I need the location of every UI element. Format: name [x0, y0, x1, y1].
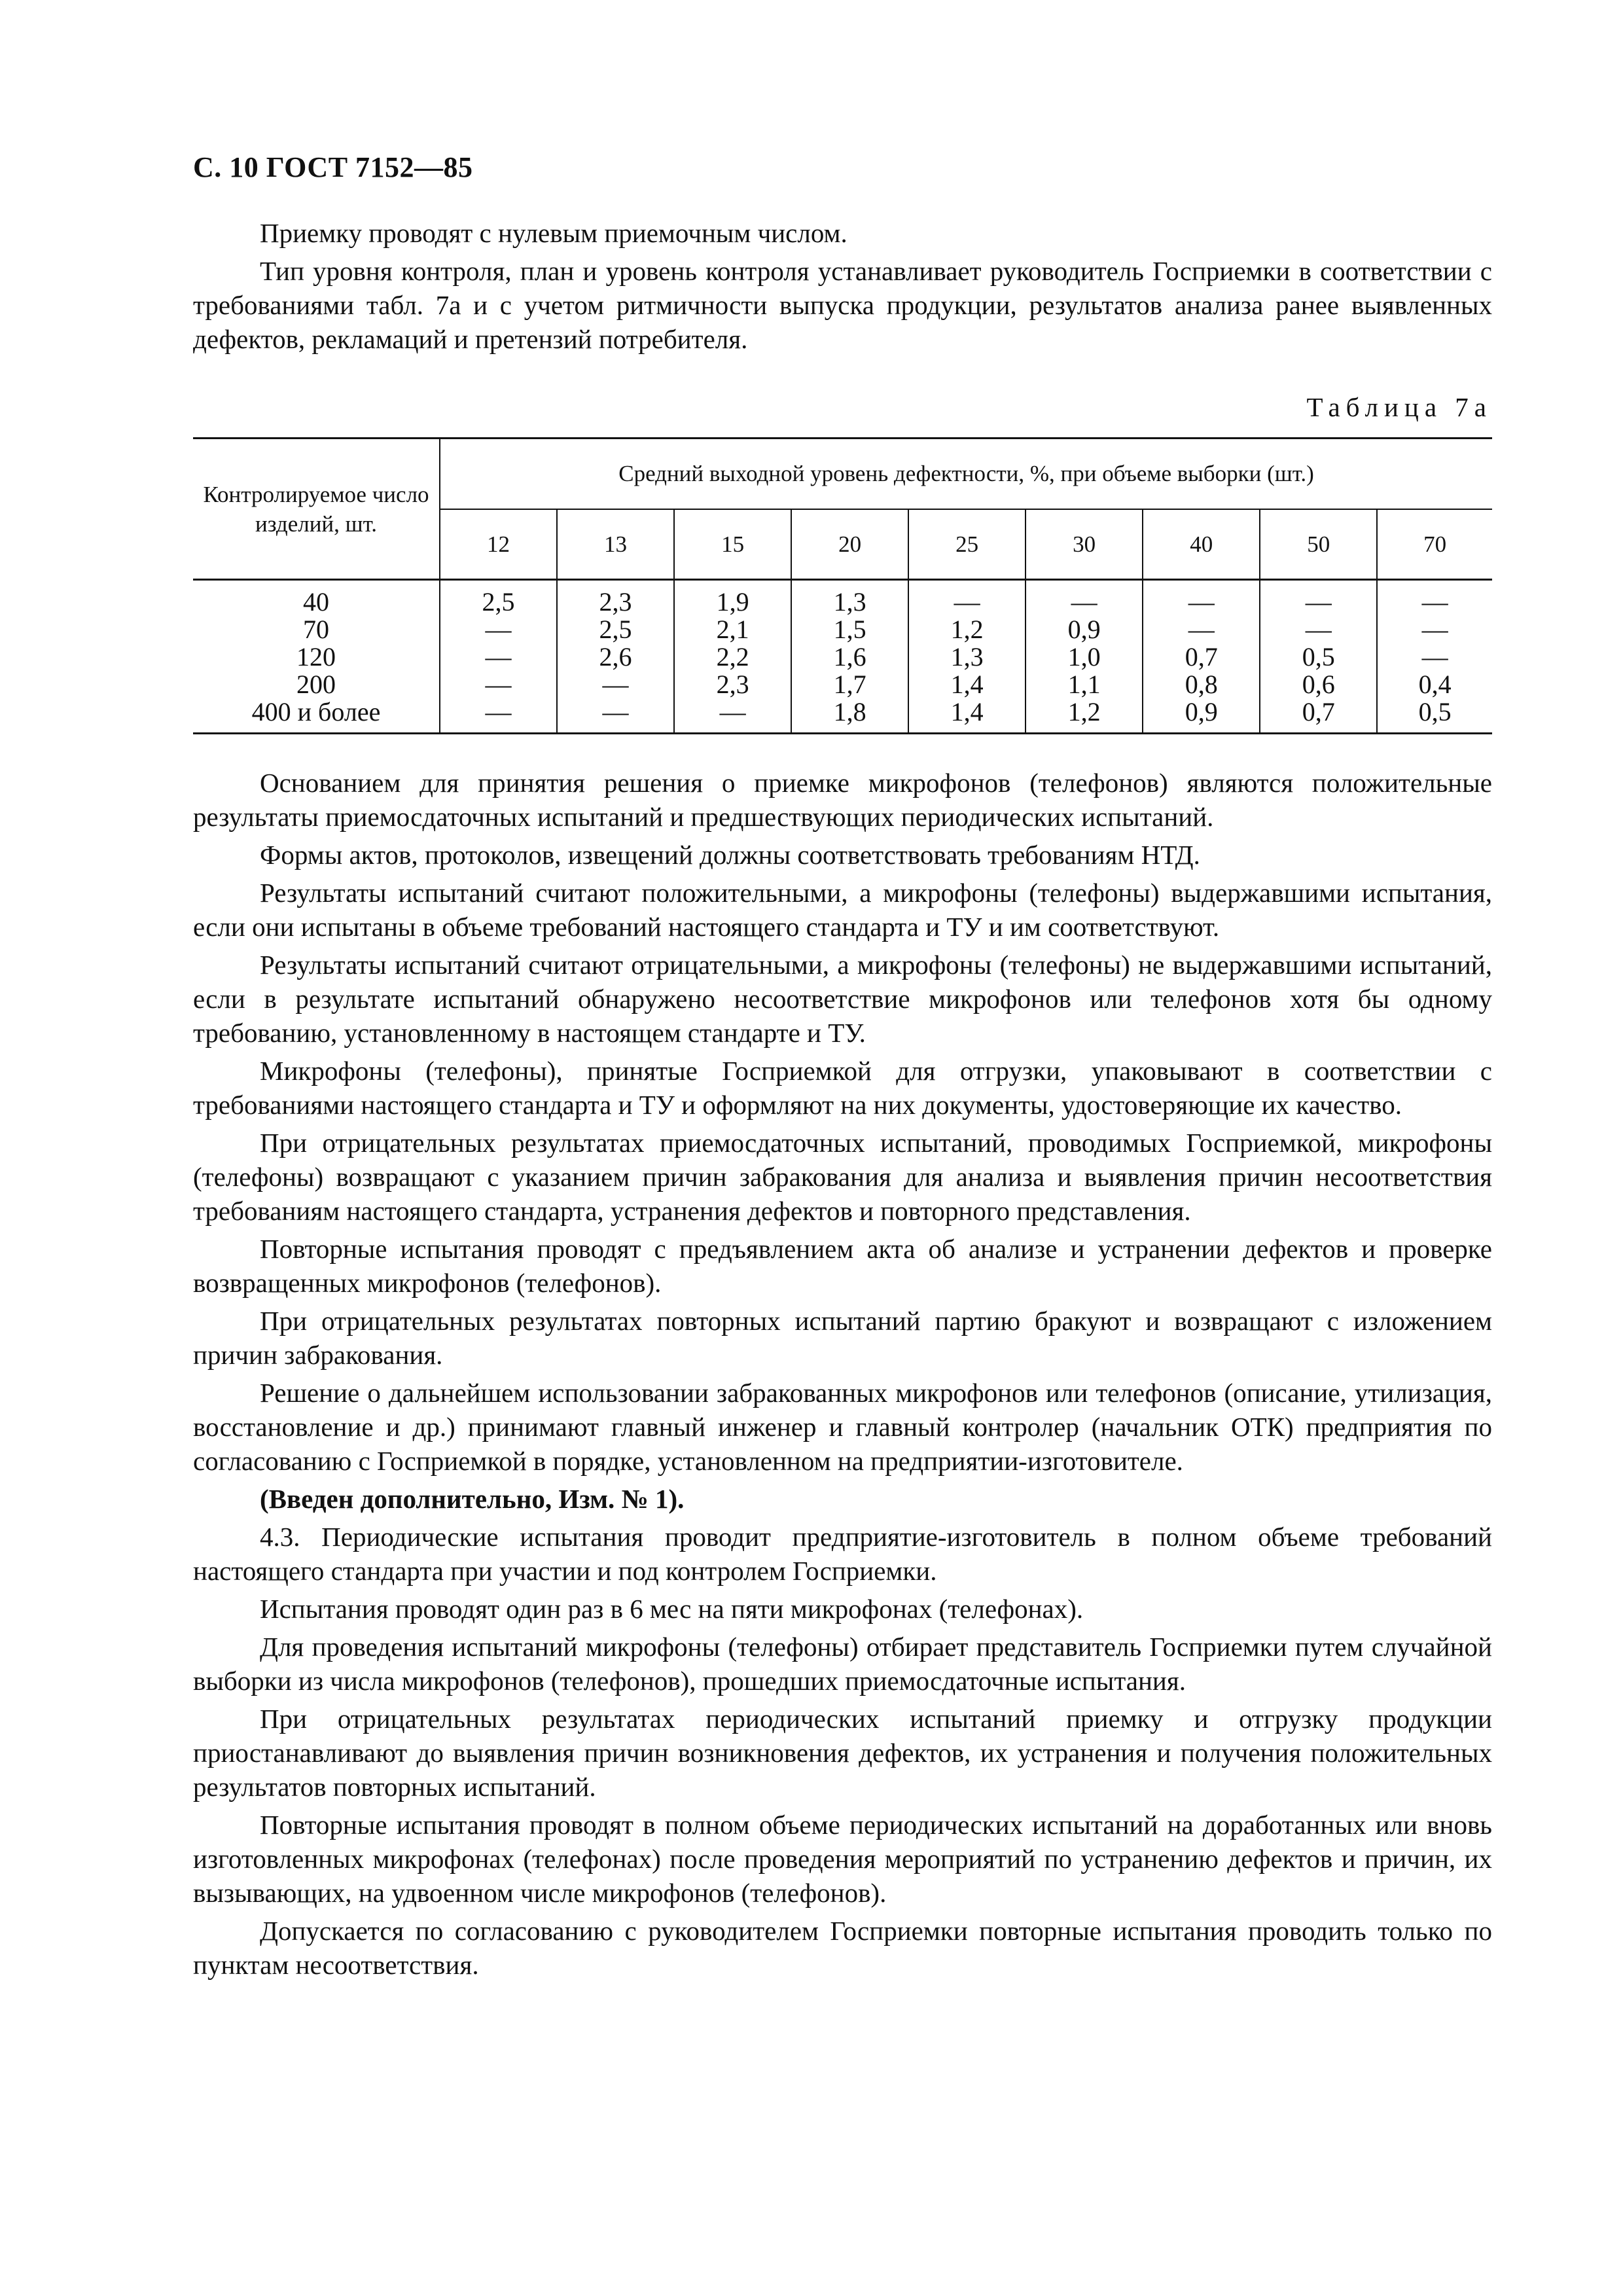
table-cell: 2,1 — [674, 616, 791, 643]
sample-size-header: 40 — [1143, 509, 1260, 580]
table-cell: — — [557, 698, 674, 734]
body-paragraph: Формы актов, протоколов, извещений должны соответствовать требованиям НТД. — [260, 840, 1200, 870]
control-count-header: Контролируемое число изделий, шт. — [193, 439, 440, 580]
table-cell: — — [440, 698, 557, 734]
intro-section — [193, 216, 1492, 360]
body-paragraph: Испытания проводят один раз в 6 мес на пяти микрофонах (телефонах). — [260, 1594, 1084, 1624]
row-label-cell: 200 — [193, 671, 440, 698]
body-paragraph: Решение о дальнейшем использовании забракованных микрофонов или телефонов (описание, утилизация, восстановление и др.) принимают главный инженер и главный контролер (начальник ОТК) предприятия по согласованию с Госприемкой в порядке, установленном на предприятии-изготовителе. — [193, 1378, 1492, 1476]
sample-size-header: 12 — [487, 531, 510, 557]
table-row — [193, 580, 1492, 617]
table-cell: — — [1143, 616, 1260, 643]
table-cell: 1,2 — [908, 616, 1026, 643]
body-paragraph: 4.3. Периодические испытания проводит предприятие-изготовитель в полном объеме требований настоящего стандарта при участии и под контролем Госприемки. — [193, 1522, 1492, 1586]
table-cell: 1,1 — [1026, 671, 1143, 698]
row-label-cell: 400 и более — [193, 698, 440, 734]
row-label-cell: 70 — [193, 616, 440, 643]
table-cell: 1,6 — [791, 643, 908, 671]
table-cell: 2,5 — [557, 616, 674, 643]
row-label-cell: 120 — [193, 643, 440, 671]
table-cell: 1,4 — [908, 698, 1026, 734]
table-cell: — — [1143, 580, 1260, 617]
table-cell: — — [1026, 580, 1143, 617]
table-cell: — — [1260, 616, 1377, 643]
table-caption: Таблица 7а — [1306, 392, 1492, 422]
table-cell: 0,9 — [1143, 698, 1260, 734]
table-cell: 2,5 — [440, 580, 557, 617]
table-cell: 2,2 — [674, 643, 791, 671]
sample-size-header: 50 — [1260, 509, 1377, 580]
body-paragraph: Результаты испытаний считают положительными, а микрофоны (телефоны) выдержавшими испытания, если они испытаны в объеме требований настоящего стандарта и ТУ и им соответствуют. — [193, 878, 1492, 942]
table-body — [193, 580, 1492, 734]
body-paragraph: Основанием для принятия решения о приемке микрофонов (телефонов) являются положительные результаты приемосдаточных испытаний и предшествующих периодических испытаний. — [193, 768, 1492, 832]
table-cell: 1,0 — [1026, 643, 1143, 671]
table-cell: 2,6 — [557, 643, 674, 671]
body-paragraph: При отрицательных результатах приемосдаточных испытаний, проводимых Госприемкой, микрофоны (телефоны) возвращают с указанием причин забракования для анализа и выявления причин несоответствия требованиям настоящего стандарта, устранения дефектов и повторного представления. — [193, 1128, 1492, 1226]
table-cell: 1,9 — [674, 580, 791, 617]
table-row — [193, 671, 1492, 698]
sample-size-header: 30 — [1026, 509, 1143, 580]
table-row — [193, 643, 1492, 671]
table-cell: 1,5 — [791, 616, 908, 643]
body-paragraph: Результаты испытаний считают отрицательными, а микрофоны (телефоны) не выдержавшими испытаний, если в результате испытаний обнаружено несоответствие микрофонов или телефонов хотя бы одному требованию, установленному в настоящем стандарте и ТУ. — [193, 950, 1492, 1048]
row-label-cell: 40 — [193, 580, 440, 617]
body-paragraph: Повторные испытания проводят в полном объеме периодических испытаний на доработанных или вновь изготовленных микрофонах (телефонах) после проведения мероприятий по устранению дефектов и причин, их вызывающих, на удвоенном числе микрофонов (телефонов). — [193, 1810, 1492, 1908]
sample-size-header: 70 — [1377, 509, 1492, 580]
defect-level-group-header: Средний выходной уровень дефектности, %, при объеме выборки (шт.) — [440, 439, 1492, 510]
intro-paragraph: Тип уровня контроля, план и уровень контроля устанавливает руководитель Госприемки в соответствии с требованиями табл. 7а и с учетом ритмичности выпуска продукции, результатов анализа ранее выявленных дефектов, рекламаций и претензий потребителя. — [193, 256, 1492, 354]
table-cell: 1,3 — [791, 580, 908, 617]
table-cell: 0,5 — [1260, 643, 1377, 671]
body-paragraph: При отрицательных результатах периодических испытаний приемку и отгрузку продукции приостанавливают до выявления причин возникновения дефектов, их устранения и получения положительных результатов повторных испытаний. — [193, 1704, 1492, 1802]
defect-level-table — [193, 437, 1492, 734]
table-cell: — — [440, 616, 557, 643]
sample-size-header: 25 — [908, 509, 1026, 580]
sample-size-header: 20 — [791, 509, 908, 580]
table-cell: — — [674, 698, 791, 734]
table-cell: — — [557, 671, 674, 698]
table-cell: — — [1260, 580, 1377, 617]
table-cell: 1,4 — [908, 671, 1026, 698]
table-cell: 0,9 — [1026, 616, 1143, 643]
table-cell: — — [1377, 643, 1492, 671]
table-cell: 0,5 — [1377, 698, 1492, 734]
table-row — [193, 616, 1492, 643]
table-cell: — — [440, 643, 557, 671]
intro-paragraph: Приемку проводят с нулевым приемочным числом. — [260, 218, 847, 248]
body-paragraph: Повторные испытания проводят с предъявлением акта об анализе и устранении дефектов и проверке возвращенных микрофонов (телефонов). — [193, 1234, 1492, 1298]
table-cell: 0,8 — [1143, 671, 1260, 698]
table-cell: 0,4 — [1377, 671, 1492, 698]
table-cell: 0,7 — [1260, 698, 1377, 734]
body-paragraph: При отрицательных результатах повторных испытаний партию бракуют и возвращают с изложением причин забракования. — [193, 1306, 1492, 1370]
table-cell: 1,2 — [1026, 698, 1143, 734]
body-paragraph: Для проведения испытаний микрофоны (телефоны) отбирает представитель Госприемки путем случайной выборки из числа микрофонов (телефонов), прошедших приемосдаточные испытания. — [193, 1632, 1492, 1696]
table-cell: — — [440, 671, 557, 698]
body-section — [193, 766, 1492, 1986]
sample-size-header: 15 — [674, 509, 791, 580]
sample-size-header: 13 — [557, 509, 674, 580]
amendment-note: (Введен дополнительно, Изм. № 1). — [260, 1484, 685, 1514]
table-cell: — — [1377, 616, 1492, 643]
table-cell: 2,3 — [674, 671, 791, 698]
table-cell: 1,3 — [908, 643, 1026, 671]
table-cell: 0,7 — [1143, 643, 1260, 671]
table-cell: — — [908, 580, 1026, 617]
table-cell: 1,7 — [791, 671, 908, 698]
table-row — [193, 698, 1492, 734]
table-cell: 1,8 — [791, 698, 908, 734]
table-cell: 0,6 — [1260, 671, 1377, 698]
table-cell: — — [1377, 580, 1492, 617]
body-paragraph: Микрофоны (телефоны), принятые Госприемкой для отгрузки, упаковывают в соответствии с требованиями настоящего стандарта и ТУ и оформляют на них документы, удостоверяющие их качество. — [193, 1056, 1492, 1120]
body-paragraph: Допускается по согласованию с руководителем Госприемки повторные испытания проводить только по пунктам несоответствия. — [193, 1916, 1492, 1980]
page-header: С. 10 ГОСТ 7152—85 — [193, 151, 473, 183]
table-cell: 2,3 — [557, 580, 674, 617]
